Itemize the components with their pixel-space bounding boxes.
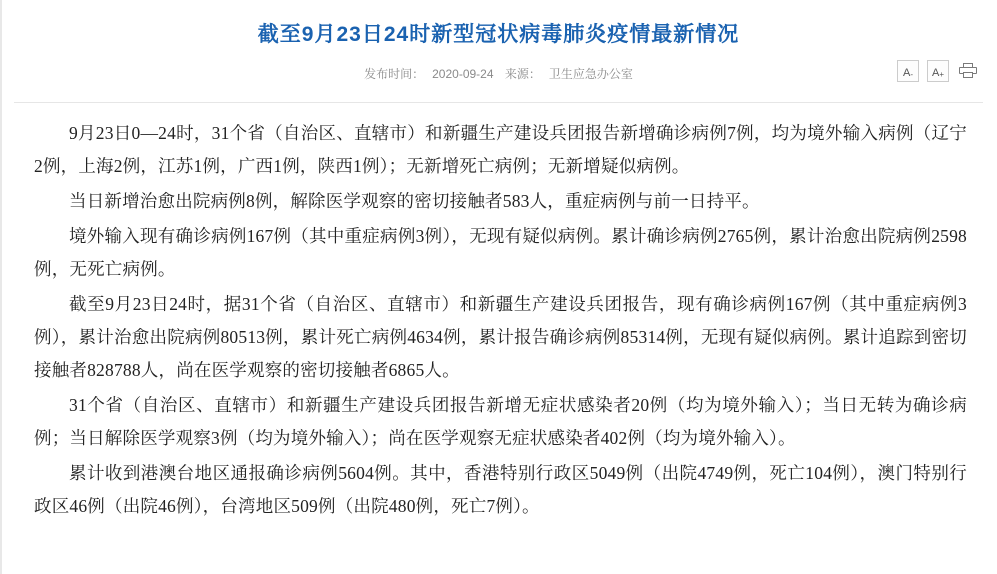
article-meta <box>0 64 997 84</box>
font-decrease-sup: - <box>910 70 913 79</box>
article-paragraph: 累计收到港澳台地区通报确诊病例5604例。其中，香港特别行政区5049例（出院4749例，死亡104例），澳门特别行政区46例（出院46例），台湾地区509例（出院480例，死亡7例）。 <box>34 463 967 516</box>
article-paragraph: 截至9月23日24时，据31个省（自治区、直辖市）和新疆生产建设兵团报告，现有确诊病例167例（其中重症病例3例），累计治愈出院病例80513例，累计死亡病例4634例，累计报告确诊病例85314例，无现有疑似病例。累计追踪到密切接触者828788人，尚在医学观察的密切接触者6865人。 <box>34 294 967 380</box>
print-button[interactable] <box>957 60 979 82</box>
article-paragraph: 当日新增治愈出院病例8例，解除医学观察的密切接触者583人，重症病例与前一日持平。 <box>69 191 760 211</box>
font-decrease-label: A <box>902 67 911 79</box>
font-increase-button[interactable] <box>927 60 949 82</box>
article-paragraph: 31个省（自治区、直辖市）和新疆生产建设兵团报告新增无症状感染者20例（均为境外输入）；当日无转为确诊病例；当日解除医学观察3例（均为境外输入）；尚在医学观察无症状感染者402例（均为境外输入）。 <box>34 395 967 448</box>
printer-icon <box>959 63 977 79</box>
article-paragraph: 9月23日0—24时，31个省（自治区、直辖市）和新疆生产建设兵团报告新增确诊病例7例，均为境外输入病例（辽宁2例，上海2例，江苏1例，广西1例，陕西1例）；无新增死亡病例；无新增疑似病例。 <box>34 123 967 176</box>
page-title: 截至9月23日24时新型冠状病毒肺炎疫情最新情况 <box>257 23 740 46</box>
font-increase-label: A <box>931 67 940 79</box>
article-meta-bar <box>0 64 997 98</box>
article-tools <box>897 60 979 82</box>
article-body <box>0 103 997 523</box>
source-label: 来源： <box>504 67 541 81</box>
publish-time-label: 发布时间： <box>364 67 425 81</box>
font-decrease-button[interactable] <box>897 60 919 82</box>
article-paragraph: 境外输入现有确诊病例167例（其中重症病例3例），无现有疑似病例。累计确诊病例2765例，累计治愈出院病例2598例，无死亡病例。 <box>34 226 967 279</box>
source-name: 卫生应急办公室 <box>548 67 633 81</box>
publish-date: 2020-09-24 <box>432 67 494 81</box>
font-increase-sup: + <box>939 70 944 79</box>
